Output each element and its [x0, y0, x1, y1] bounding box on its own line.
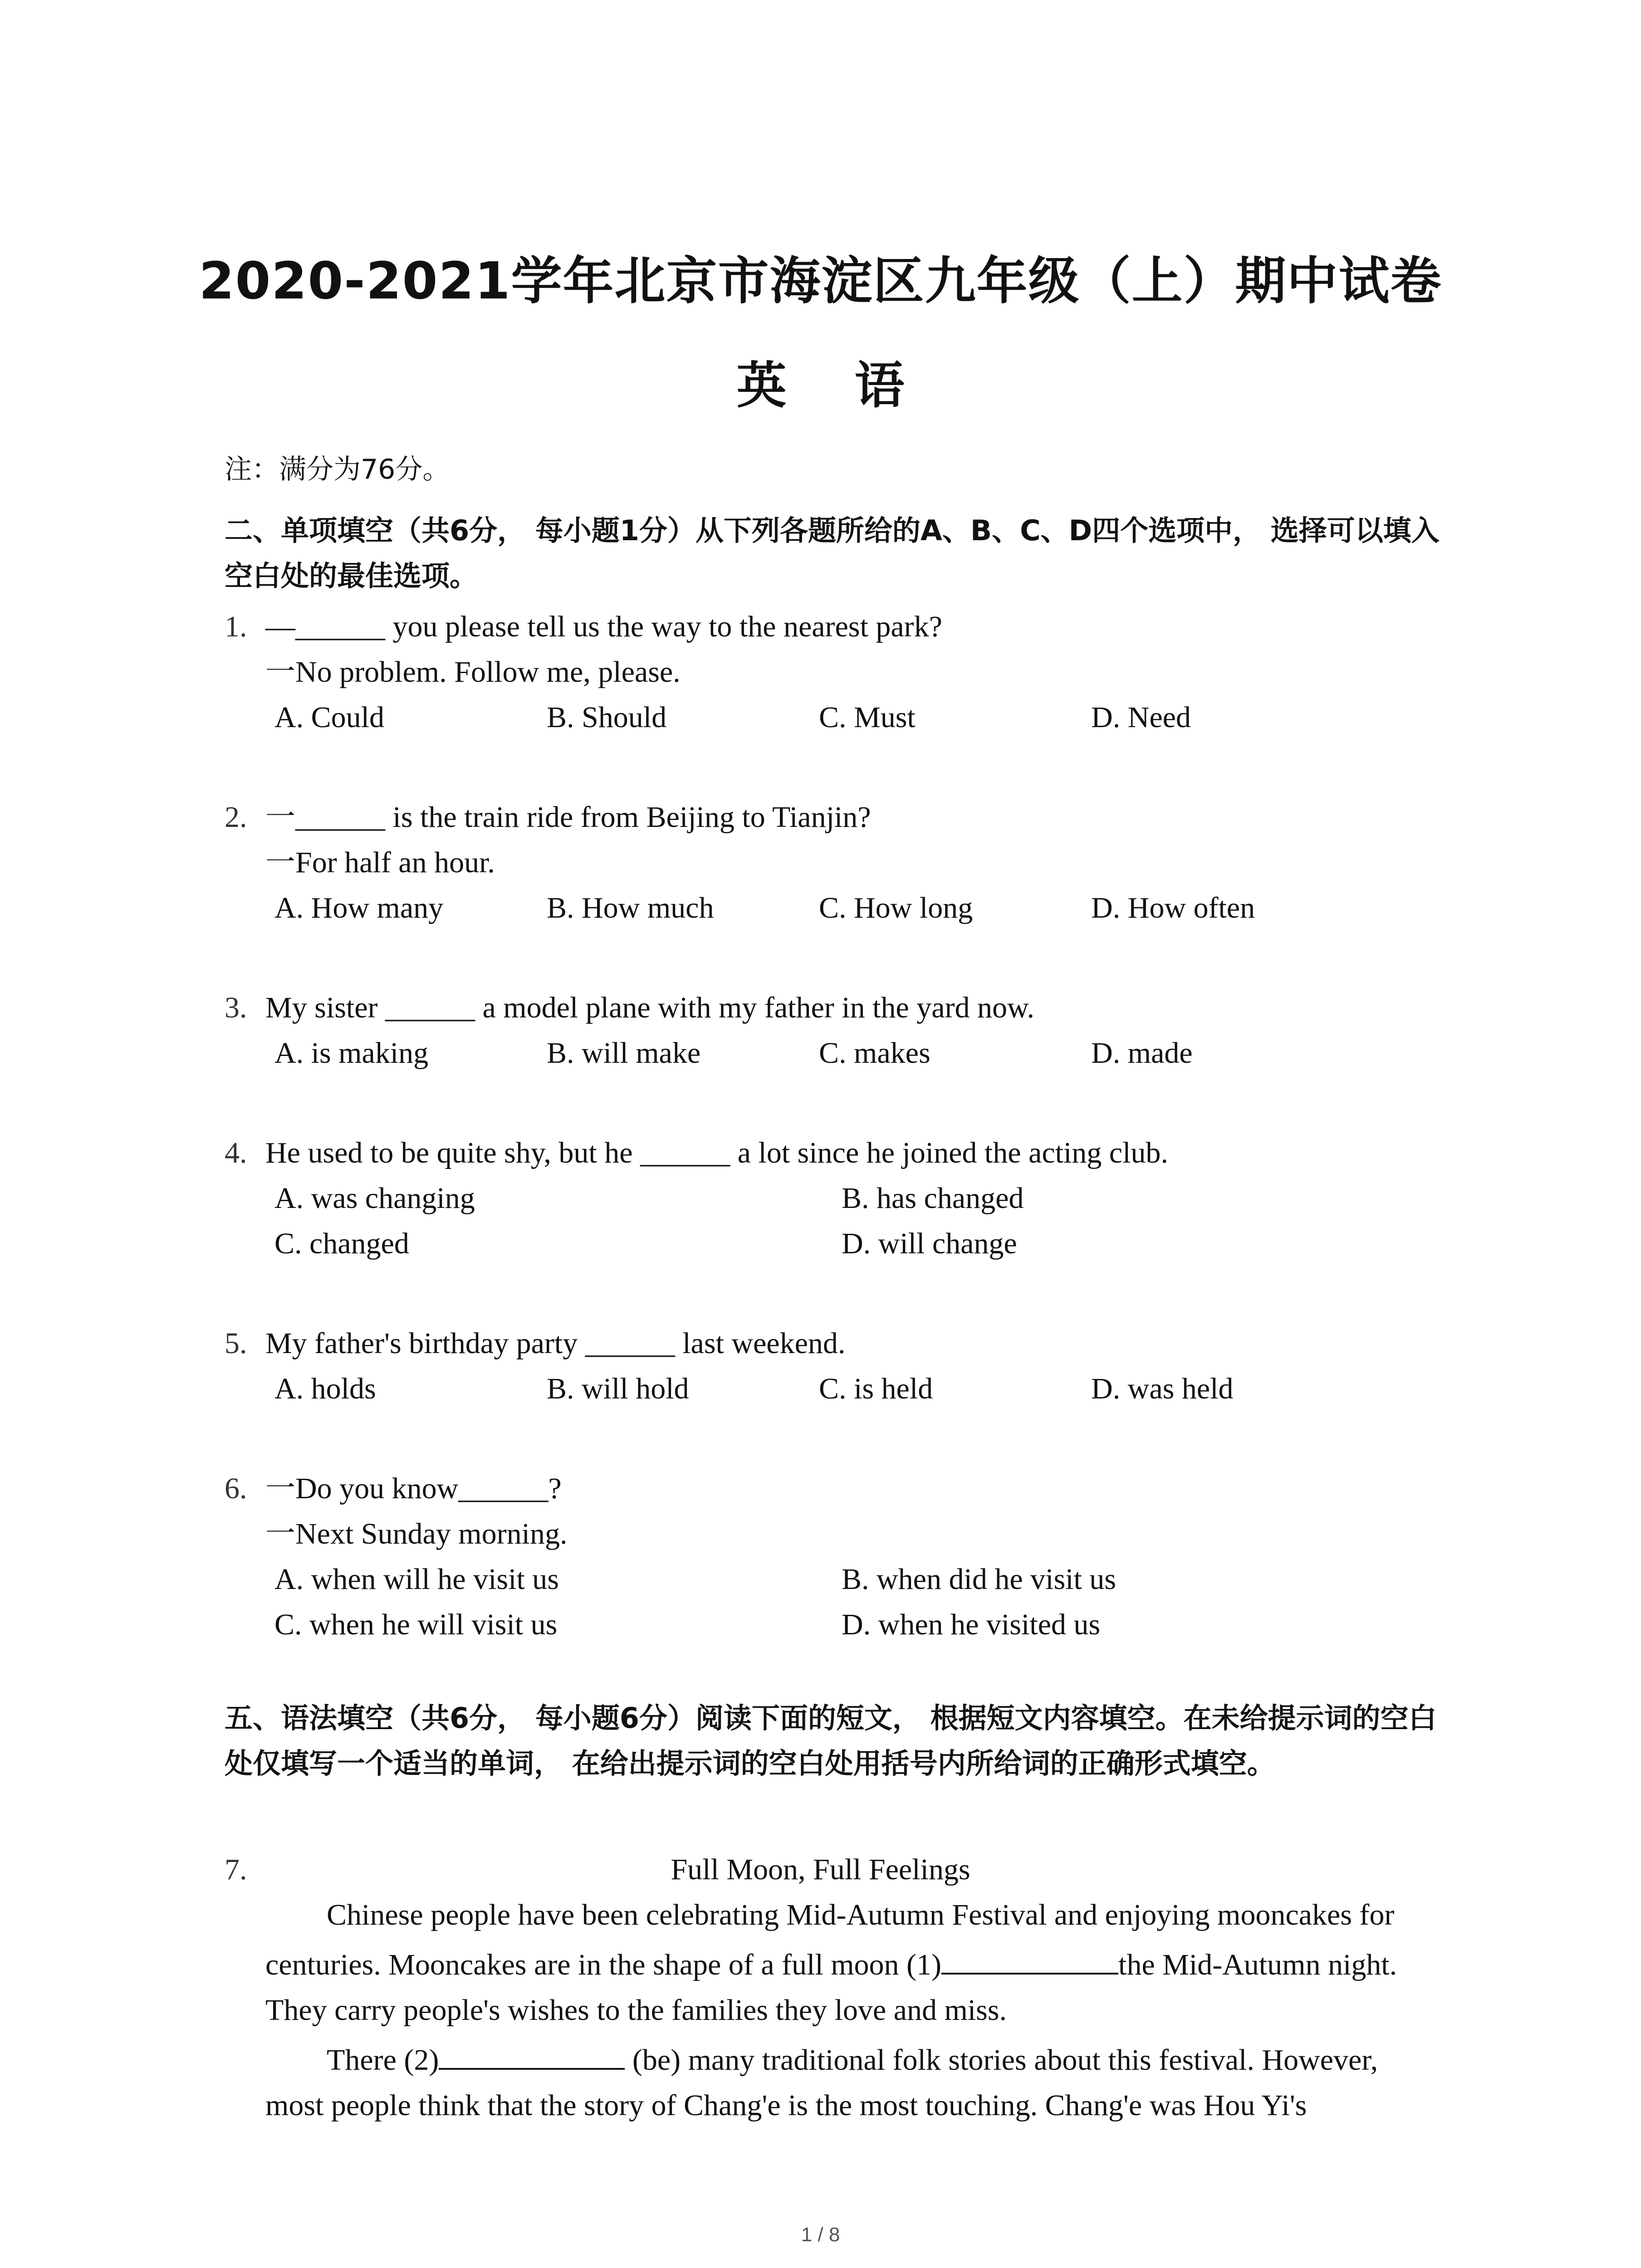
passage-text: There (2)	[327, 2043, 439, 2077]
option-c: C. Must	[819, 701, 916, 734]
section-heading-grammar-fill: 五、语法填空（共6分， 每小题6分）阅读下面的短文， 根据短文内容填空。在未给提示词的空白处仅填写一个适当的单词， 在给出提示词的空白处用括号内所给词的正确形式填空。	[225, 1701, 1437, 1780]
question-stem: My sister ______ a model plane with my father in the yard now.	[265, 991, 1034, 1024]
question-number: 2.	[225, 801, 247, 834]
passage-text: the Mid-Autumn night.	[1118, 1948, 1397, 1981]
option-b: B. when did he visit us	[842, 1563, 1116, 1596]
question-number: 3.	[225, 991, 247, 1024]
section-heading-single-choice: 二、单项填空（共6分， 每小题1分）从下列各题所给的A、B、C、D四个选项中， 选择可以填入空白处的最佳选项。	[225, 514, 1440, 592]
passage-text: (be) many traditional folk stories about this festival. However,	[625, 2043, 1378, 2077]
option-c: C. is held	[819, 1372, 933, 1405]
passage-text: centuries. Mooncakes are in the shape of a full moon (1)	[265, 1948, 941, 1981]
question-stem: —______ you please tell us the way to the nearest park?	[265, 610, 942, 643]
question-number: 7.	[225, 1853, 247, 1886]
question-stem: He used to be quite shy, but he ______ a lot since he joined the acting club.	[265, 1136, 1168, 1169]
option-d: D. will change	[842, 1227, 1017, 1260]
option-a: A. holds	[274, 1372, 376, 1405]
question-stem: 一______ is the train ride from Beijing to Tianjin?	[265, 801, 871, 834]
page-number: 1 / 8	[801, 2224, 840, 2246]
option-a: A. was changing	[274, 1182, 475, 1215]
option-d: D. was held	[1091, 1372, 1234, 1405]
question-stem: 一Do you know______?	[265, 1472, 562, 1505]
answer-blank-1[interactable]	[941, 1947, 1118, 1975]
subject-heading: 英语	[736, 357, 973, 415]
option-d: D. when he visited us	[842, 1608, 1101, 1641]
option-a: A. is making	[274, 1036, 429, 1070]
option-d: D. made	[1091, 1036, 1193, 1070]
question-number: 1.	[225, 610, 247, 643]
option-b: B. How much	[547, 891, 714, 924]
option-b: B. Should	[547, 701, 667, 734]
question-number: 5.	[225, 1327, 247, 1360]
option-b: B. has changed	[842, 1182, 1024, 1215]
question-reply: 一Next Sunday morning.	[265, 1517, 568, 1550]
option-c: C. changed	[274, 1227, 409, 1260]
question-reply: 一No problem. Follow me, please.	[265, 655, 681, 689]
passage-line-with-blank-2	[327, 2042, 1378, 2078]
option-b: B. will hold	[547, 1372, 689, 1405]
passage-line-with-blank-1	[265, 1947, 1397, 1983]
option-a: A. How many	[274, 891, 444, 924]
option-d: D. How often	[1091, 891, 1255, 924]
question-stem: My father's birthday party ______ last weekend.	[265, 1327, 846, 1360]
option-c: C. How long	[819, 891, 973, 924]
passage-line: Chinese people have been celebrating Mid-Autumn Festival and enjoying mooncakes for	[327, 1898, 1395, 1931]
question-number: 4.	[225, 1136, 247, 1169]
question-reply: 一For half an hour.	[265, 846, 495, 879]
answer-blank-2[interactable]	[439, 2043, 625, 2070]
passage-title: Full Moon, Full Feelings	[671, 1853, 970, 1886]
option-c: C. makes	[819, 1036, 931, 1070]
option-c: C. when he will visit us	[274, 1608, 558, 1641]
score-note: 注：满分为76分。	[225, 454, 450, 485]
option-b: B. will make	[547, 1036, 701, 1070]
question-number: 6.	[225, 1472, 247, 1505]
option-a: A. Could	[274, 701, 385, 734]
option-a: A. when will he visit us	[274, 1563, 559, 1596]
passage-line: They carry people's wishes to the families they love and miss.	[265, 1994, 1007, 2027]
passage-line: most people think that the story of Chang'e is the most touching. Chang'e was Hou Yi's	[265, 2089, 1307, 2122]
exam-title: 2020-2021学年北京市海淀区九年级（上）期中试卷	[199, 252, 1442, 311]
option-d: D. Need	[1091, 701, 1191, 734]
